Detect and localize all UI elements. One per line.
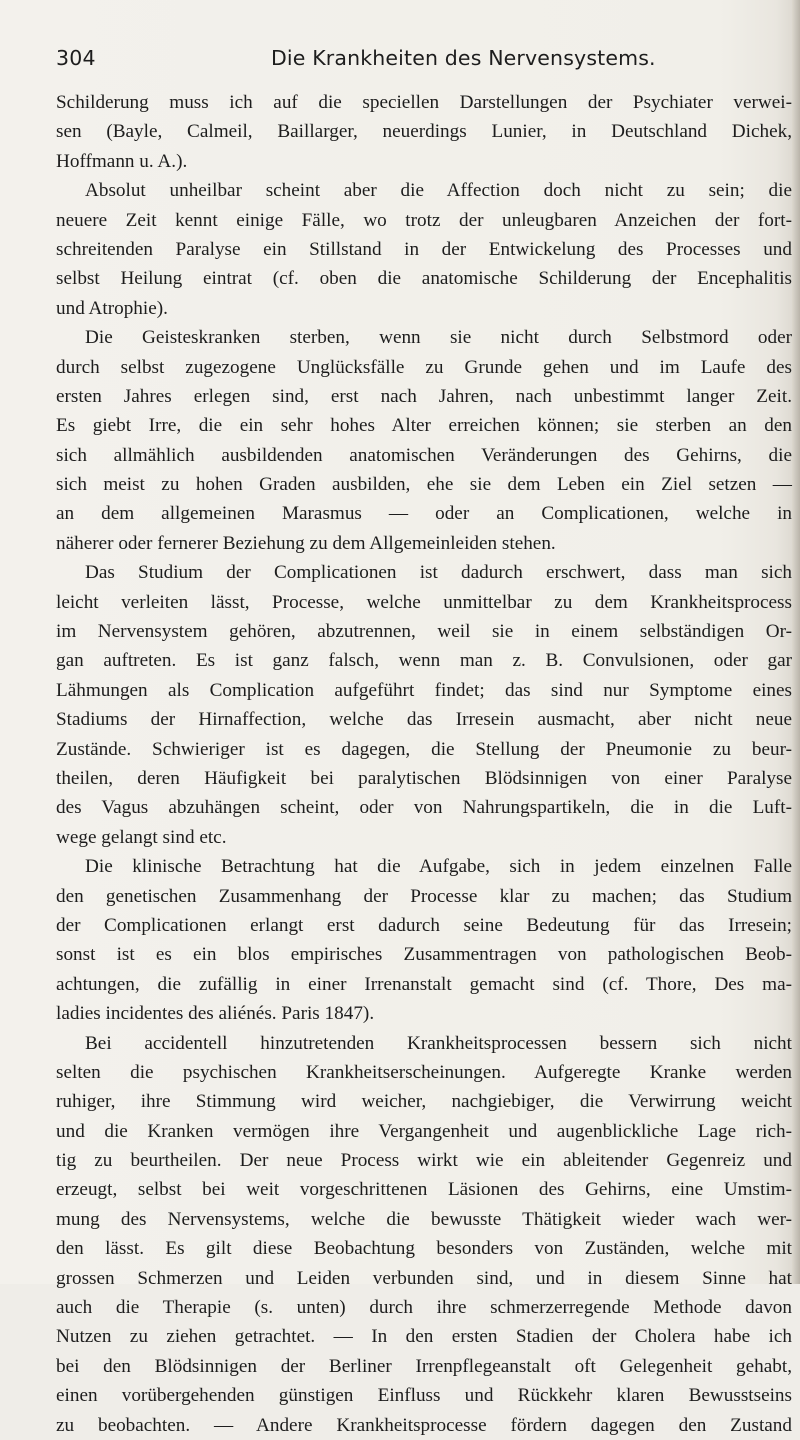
text-line: zu beobachten. — Andere Krankheitsprocesse fördern dagegen den Zustand [56,1414,792,1436]
text-line: Nutzen zu ziehen getrachtet. — In den ersten Stadien der Cholera habe ich [56,1326,792,1348]
text-line: den lässt. Es gilt diese Beobachtung besonders von Zuständen, welche mit [56,1238,792,1260]
running-head [56,46,776,78]
text-line: Zustände. Schwieriger ist es dagegen, die Stellung der Pneumonie zu beur- [56,738,792,760]
text-line: Die Geisteskranken sterben, wenn sie nicht durch Selbstmord oder [85,327,792,349]
text-line: und die Kranken vermögen ihre Vergangenheit und augenblickliche Lage rich- [56,1120,792,1142]
text-line: sich allmählich ausbildenden anatomischen Veränderungen des Gehirns, die [56,444,792,466]
text-line: selten die psychischen Krankheitserscheinungen. Aufgeregte Kranke werden [56,1061,792,1083]
text-line: einen vorübergehenden günstigen Einfluss und Rückkehr klaren Bewusstseins [56,1385,792,1407]
text-line: wege gelangt sind etc. [56,826,227,848]
text-line: selbst Heilung eintrat (cf. oben die anatomische Schilderung der Encephalitis [56,268,792,290]
text-line: Stadiums der Hirnaffection, welche das Irresein ausmacht, aber nicht neue [56,709,792,731]
text-line: leicht verleiten lässt, Processe, welche unmittelbar zu dem Krankheitsprocess [56,591,792,613]
text-line: ersten Jahres erlegen sind, erst nach Jahren, nach unbestimmt langer Zeit. [56,385,792,407]
text-line: durch selbst zugezogene Unglücksfälle zu Grunde gehen und im Laufe des [56,356,792,378]
text-line: neuere Zeit kennt einige Fälle, wo trotz der unleugbaren Anzeichen der fort- [56,209,792,231]
text-line: Es giebt Irre, die ein sehr hohes Alter erreichen können; sie sterben an den [56,415,792,437]
text-line: Lähmungen als Complication aufgeführt findet; das sind nur Symptome eines [56,679,792,701]
text-line: im Nervensystem gehören, abzutrennen, weil sie in einem selbständigen Or- [56,621,792,643]
text-line: Bei accidentell hinzutretenden Krankheitsprocessen bessern sich nicht [85,1032,792,1054]
text-line: auch die Therapie (s. unten) durch ihre schmerzerregende Methode davon [56,1297,792,1319]
text-line: an dem allgemeinen Marasmus — oder an Complicationen, welche in [56,503,792,525]
text-line: mung des Nervensystems, welche die bewusste Thätigkeit wieder wach wer- [56,1208,792,1230]
text-line: sen (Bayle, Calmeil, Baillarger, neuerdings Lunier, in Deutschland Dichek, [56,121,792,143]
text-line: erzeugt, selbst bei weit vorgeschrittenen Läsionen des Gehirns, eine Umstim- [56,1179,792,1201]
text-line: gan auftreten. Es ist ganz falsch, wenn man z. B. Convulsionen, oder gar [56,650,792,672]
text-line: ruhiger, ihre Stimmung wird weicher, nachgiebiger, die Verwirrung weicht [56,1091,792,1113]
text-line: näherer oder fernerer Beziehung zu dem Allgemeinleiden stehen. [56,532,556,554]
running-title: Die Krankheiten des Nervensystems. [271,46,656,70]
text-line: des Vagus abzuhängen scheint, oder von Nahrungspartikeln, die in die Luft- [56,797,792,819]
text-line: und Atrophie). [56,297,168,319]
text-line: achtungen, die zufällig in einer Irrenanstalt gemacht sind (cf. Thore, Des ma- [56,973,792,995]
text-line: Hoffmann u. A.). [56,150,188,172]
text-line: sonst ist es ein blos empirisches Zusammentragen von pathologischen Beob- [56,944,792,966]
text-line: Die klinische Betrachtung hat die Aufgabe, sich in jedem einzelnen Falle [85,856,792,878]
text-line: schreitenden Paralyse ein Stillstand in der Entwickelung des Processes und [56,238,792,260]
text-line: Das Studium der Complicationen ist dadurch erschwert, dass man sich [85,562,792,584]
text-line: sich meist zu hohen Graden ausbilden, ehe sie dem Leben ein Ziel setzen — [56,474,792,496]
text-line: ladies incidentes des aliénés. Paris 1847). [56,1003,375,1025]
text-line: bei den Blödsinnigen der Berliner Irrenpflegeanstalt oft Gelegenheit gehabt, [56,1355,792,1377]
body-text [56,88,792,1440]
text-line: theilen, deren Häufigkeit bei paralytischen Blödsinnigen von einer Paralyse [56,767,792,789]
text-line: tig zu beurtheilen. Der neue Process wirkt wie ein ableitender Gegenreiz und [56,1150,792,1172]
text-line: grossen Schmerzen und Leiden verbunden sind, und in diesem Sinne hat [56,1267,792,1289]
page-edge [792,0,800,1284]
text-line: der Complicationen erlangt erst dadurch seine Bedeutung für das Irresein; [56,914,792,936]
text-line: den genetischen Zusammenhang der Processe klar zu machen; das Studium [56,885,792,907]
text-line: Absolut unheilbar scheint aber die Affection doch nicht zu sein; die [85,180,792,202]
text-line: Schilderung muss ich auf die speciellen Darstellungen der Psychiater verwei- [56,92,792,113]
page-number: 304 [56,46,96,70]
